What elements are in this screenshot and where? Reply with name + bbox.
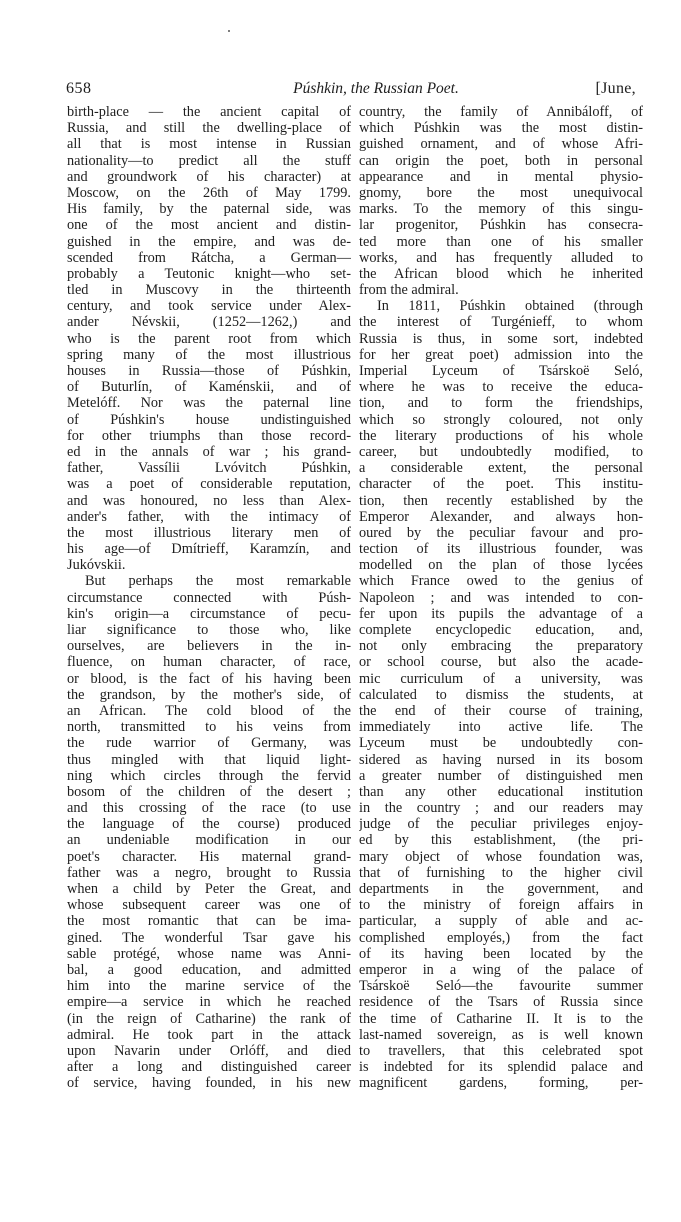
- text-line: marks. To the memory of this singu-: [359, 201, 643, 218]
- text-line: gnomy, bore the most unequivocal: [359, 184, 643, 201]
- text-line: thus mingled with that liquid light-: [67, 751, 351, 768]
- text-line: that of furnishing to the higher civil: [359, 864, 643, 881]
- text-line: Moscow, on the 26th of May 1799.: [67, 184, 351, 201]
- text-line: who is the parent root from which: [67, 330, 351, 347]
- text-line: ed in the annals of war ; his grand-: [67, 443, 351, 460]
- text-line: after a long and distinguished career: [67, 1059, 351, 1076]
- text-line: north, transmitted to his veins from: [67, 719, 351, 736]
- text-line: lar progenitor, Púshkin has consecra-: [359, 217, 643, 234]
- text-line: scended from Rátcha, a German—: [67, 249, 351, 266]
- text-line: residence of the Tsars of Russia since: [359, 994, 643, 1011]
- text-line: His family, by the paternal side, was: [67, 201, 351, 218]
- text-line: and this crossing of the race (to use: [67, 800, 351, 817]
- text-line: oured by the peculiar favour and pro-: [359, 524, 643, 541]
- running-title: Púshkin, the Russian Poet.: [293, 80, 459, 97]
- text-line: guished in the empire, and was de-: [67, 233, 351, 250]
- text-line: upon Navarin under Orlóff, and died: [67, 1042, 351, 1059]
- text-line: of its having been located by the: [359, 945, 643, 962]
- running-date: [June,: [595, 80, 636, 97]
- text-line: houses in Russia—those of Púshkin,: [67, 363, 351, 379]
- text-line: sable protégé, whose name was Anni-: [67, 945, 351, 962]
- text-line: the language of the course) produced: [67, 816, 351, 833]
- text-line: kin's origin—a circumstance of pecu-: [67, 605, 351, 622]
- text-line: in the country ; and our readers may: [359, 800, 643, 817]
- text-line: appearance and in mental physio-: [359, 168, 643, 185]
- text-line: for her great poet) admission into the: [359, 346, 643, 363]
- text-line: ning which circles through the fervid: [67, 767, 351, 784]
- text-line: the literary productions of his whole: [359, 427, 643, 444]
- text-line: probably a Teutonic knight—who set-: [67, 265, 351, 282]
- text-line: tion, and to form the friendships,: [359, 395, 643, 412]
- text-line: whose subsequent career was one of: [67, 897, 351, 914]
- text-line: tion, then recently established by the: [359, 492, 643, 509]
- text-line: bosom of the children of the desert ;: [67, 783, 351, 800]
- text-line: magnificent gardens, forming, per-: [359, 1075, 643, 1092]
- text-line: birth-place — the ancient capital of: [67, 104, 351, 120]
- text-line: But perhaps the most remarkable: [85, 573, 351, 590]
- text-line: bal, a good education, and admitted: [67, 961, 351, 978]
- text-line: ed by this establishment, (the pri-: [359, 832, 643, 849]
- text-line: In 1811, Púshkin obtained (through: [377, 298, 643, 315]
- text-line: of Púshkin's house undistinguished: [67, 411, 351, 428]
- text-line: admiral. He took part in the attack: [67, 1026, 351, 1043]
- text-line: of Buturlín, of Kaménskii, and of: [67, 379, 351, 396]
- text-line: Russia, and still the dwelling-place of: [67, 120, 351, 137]
- text-line: can origin the poet, both in personal: [359, 152, 643, 169]
- text-line: character of the poet. This institu-: [359, 476, 643, 493]
- text-line: century, and took service under Alex-: [67, 298, 351, 315]
- text-line: than any other educational institution: [359, 783, 643, 800]
- text-line: departments in the government, and: [359, 881, 643, 897]
- text-line: Emperor Alexander, and always hon-: [359, 508, 643, 525]
- text-line: fluence, on human character, of race,: [67, 654, 351, 671]
- text-line: the end of their course of training,: [359, 702, 643, 719]
- text-line: complished employés,) from the fact: [359, 929, 643, 946]
- text-line: was a poet of considerable reputation,: [67, 476, 351, 493]
- text-line: works, and has frequently alluded to: [359, 249, 643, 266]
- text-line: to travellers, that this celebrated spot: [359, 1042, 643, 1059]
- text-line: ander Névskii, (1252—1262,) and: [67, 314, 351, 331]
- text-line: ourselves, are believers in the in-: [67, 638, 351, 655]
- text-line: an undeniable modification in our: [67, 832, 351, 849]
- text-line: a considerable extent, the personal: [359, 460, 643, 477]
- text-line: career, but undoubtedly modified, to: [359, 443, 643, 460]
- text-line: father, Vassílii Lvóvitch Púshkin,: [67, 460, 351, 477]
- text-line: circumstance connected with Púsh-: [67, 589, 351, 606]
- text-line: fer upon its pupils the advantage of a: [359, 605, 643, 622]
- text-line: or school course, but also the acade-: [359, 654, 643, 671]
- text-line: for other triumphs than those record-: [67, 427, 351, 444]
- text-line: ted more than one of his smaller: [359, 233, 643, 250]
- text-line: Jukóvskii.: [67, 557, 126, 574]
- text-line: (in the reign of Catharine) the rank of: [67, 1010, 351, 1027]
- text-line: his age—of Dmítrieff, Karamzín, and: [67, 541, 351, 558]
- text-line: Metelóff. Nor was the paternal line: [67, 395, 351, 412]
- text-line: sidered as having nursed in its bosom: [359, 751, 643, 768]
- page-number: 658: [66, 80, 92, 97]
- text-line: father was a negro, brought to Russia: [67, 864, 351, 881]
- text-line: Russia is thus, in some sort, indebted: [359, 330, 643, 347]
- text-line: one of the most ancient and distin-: [67, 217, 351, 234]
- print-speck: [228, 30, 230, 32]
- text-line: to the ministry of foreign affairs in: [359, 897, 643, 914]
- text-line: Tsárskoë Seló—the favourite summer: [359, 978, 643, 995]
- text-line: which so strongly coloured, not only: [359, 411, 643, 428]
- text-line: and was honoured, no less than Alex-: [67, 492, 351, 509]
- text-line: all that is most intense in Russian: [67, 136, 351, 153]
- text-line: an African. The cold blood of the: [67, 702, 351, 719]
- text-line: particular, a supply of able and ac-: [359, 913, 643, 930]
- text-line: emperor in a wing of the palace of: [359, 961, 643, 978]
- text-line: empire—a service in which he reached: [67, 994, 351, 1011]
- text-line: tection of its illustrious founder, was: [359, 541, 643, 558]
- text-line: from the admiral.: [359, 282, 459, 299]
- text-line: modelled on the plan of those lycées: [359, 557, 643, 574]
- text-line: the interest of Turgénieff, to whom: [359, 314, 643, 331]
- left-column: [67, 104, 351, 1189]
- text-line: poet's character. His maternal grand-: [67, 848, 351, 865]
- text-line: Lyceum must be undoubtedly con-: [359, 735, 643, 752]
- text-line: country, the family of Annibáloff, of: [359, 104, 643, 120]
- right-column: [359, 104, 643, 1189]
- text-line: which Púshkin was the most distin-: [359, 120, 643, 137]
- text-line: gined. The wonderful Tsar gave his: [67, 929, 351, 946]
- text-line: immediately into active life. The: [359, 719, 643, 736]
- text-line: the most illustrious literary men of: [67, 524, 351, 541]
- running-header: [66, 78, 636, 102]
- text-line: not only embracing the preparatory: [359, 638, 643, 655]
- text-line: Imperial Lyceum of Tsárskoë Seló,: [359, 363, 643, 379]
- text-line: nationality—to predict all the stuff: [67, 152, 351, 169]
- text-line: the rude warrior of Germany, was: [67, 735, 351, 752]
- text-line: the most romantic that can be ima-: [67, 913, 351, 930]
- text-line: is indebted for its splendid palace and: [359, 1059, 643, 1076]
- text-line: him into the marine service of the: [67, 978, 351, 995]
- text-line: ander's father, with the intimacy of: [67, 508, 351, 525]
- text-line: complete encyclopedic education, and,: [359, 622, 643, 638]
- text-line: the African blood which he inherited: [359, 265, 643, 282]
- text-line: mic curriculum of a university, was: [359, 670, 643, 687]
- text-line: the time of Catharine II. It is to the: [359, 1010, 643, 1027]
- text-line: which France owed to the genius of: [359, 573, 643, 590]
- text-line: the grandson, by the mother's side, of: [67, 686, 351, 703]
- text-line: guished ornament, and of whose Afri-: [359, 136, 643, 153]
- text-line: when a child by Peter the Great, and: [67, 881, 351, 897]
- text-line: of service, having founded, in his new: [67, 1075, 351, 1092]
- text-line: mary object of whose foundation was,: [359, 848, 643, 865]
- text-line: judge of the peculiar privileges enjoy-: [359, 816, 643, 833]
- text-line: where he was to receive the educa-: [359, 379, 643, 396]
- text-line: last-named sovereign, as is well known: [359, 1026, 643, 1043]
- text-line: tled in Muscovy in the thirteenth: [67, 282, 351, 299]
- text-line: a greater number of distinguished men: [359, 767, 643, 784]
- text-line: or blood, is the fact of his having been: [67, 670, 351, 687]
- text-line: calculated to dismiss the students, at: [359, 686, 643, 703]
- text-line: spring many of the most illustrious: [67, 346, 351, 363]
- text-line: and groundwork of his character) at: [67, 168, 351, 185]
- text-line: Napoleon ; and was intended to con-: [359, 589, 643, 606]
- text-line: liar significance to those who, like: [67, 622, 351, 638]
